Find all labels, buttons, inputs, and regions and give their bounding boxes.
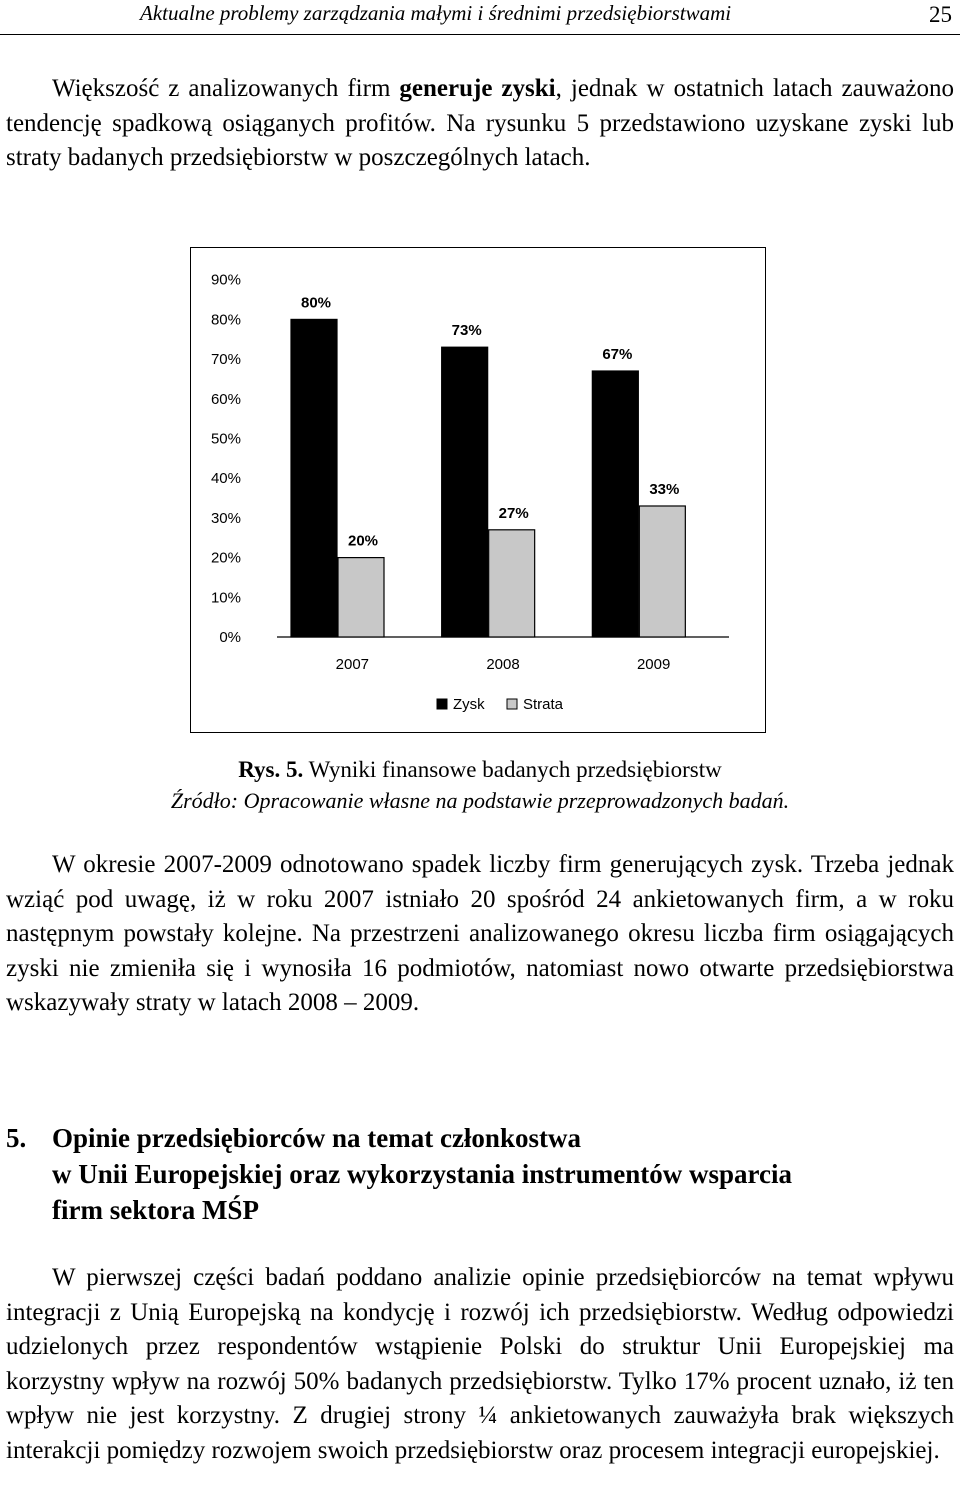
y-tick-label: 90% [210,271,241,289]
x-tick-label: 2008 [486,656,520,673]
legend-label-strata: Strata [523,696,564,713]
section-title-line-2: w Unii Europejskiej oraz wykorzystania instrumentów wsparcia [52,1159,792,1189]
bar-strata-2009 [639,506,685,637]
bar-zysk-2008 [442,347,488,637]
section-title [52,1120,952,1228]
bar-strata-2007 [338,558,384,637]
bar-zysk-2009 [592,371,638,637]
y-tick-label: 60% [210,390,241,408]
y-tick-label: 50% [210,430,241,448]
running-header-title: Aktualne problemy zarządzania małymi i średnimi przedsiębiorstwami [140,1,732,25]
y-tick-label: 10% [210,589,241,607]
data-label-zysk-2007: 80% [300,294,332,312]
intro-text-start: Większość z analizowanych firm [52,75,400,102]
y-tick-label: 40% [210,470,241,488]
figure-source: Źródło: Opracowanie własne na podstawie przeprowadzonych badań. [170,788,790,813]
data-label-strata-2007: 20% [347,532,379,550]
paragraph-2: W okresie 2007-2009 odnotowano spadek liczby firm generujących zysk. Trzeba jednak wziąć pod uwagę, iż w roku 2007 istniało 20 spośród 24 ankietowanych firm, a w roku następnym powstały kolejne. Na przestrzeni analizowanego okresu liczba firm osiągających zyski nie zmieniła się i wynosiła 16 podmiotów, natomiast nowo otwarte przedsiębiorstwa wskazywały straty w latach 2008 – 2009. [6,851,954,1016]
page-number: 25 [929,2,952,27]
x-tick-label: 2009 [636,656,671,673]
intro-paragraph [6,72,954,176]
y-tick-label: 80% [210,311,241,329]
data-label-zysk-2009: 67% [602,346,633,364]
running-header [0,0,960,35]
intro-bold-phrase: generuje zyski [399,75,556,102]
legend-swatch-strata [507,699,517,709]
chart-svg [191,248,767,734]
figure-caption-text: Wyniki finansowe badanych przedsiębiorstw [303,757,722,782]
figure-caption-label: Rys. 5. [238,757,304,782]
section-title-line-1: Opinie przedsiębiorców na temat członkostwa [52,1123,581,1153]
data-label-zysk-2008: 73% [451,322,482,340]
legend-label-zysk: Zysk [453,696,485,713]
legend-swatch-zysk [437,699,447,709]
bar-zysk-2007 [291,319,337,637]
paragraph-3: W pierwszej części badań poddano analizie opinie przedsiębiorców na temat wpływu integracji z Unią Europejską na kondycję i rozwój ich przedsiębiorstw. Według odpowiedzi udzielonych przez respondentów wstąpienie Polski do struktur Unii Europejskiej ma korzystny wpływ na rozwój 50% badanych przedsiębiorstw. Tylko 17% procent uznało, iż ten wpływ nie jest korzystny. Z drugiej strony ¼ ankietowanych zauważyła brak większych interakcji pomiędzy rozwojem swoich przedsiębiorstw oraz procesem integracji europejskiej. [6,1264,954,1464]
section-number: 5. [6,1123,27,1153]
y-tick-label: 20% [210,549,241,567]
data-label-strata-2009: 33% [649,480,680,498]
intro-text-end: , jednak w ostatnich latach zauważono tendencję spadkową osiąganych profitów. Na rysunku 5 przedstawiono uzyskane zyski lub straty badanych przedsiębiorstw w poszczególnych latach. [6,75,955,171]
section-title-line-3: firm sektora MŚP [52,1195,259,1225]
data-label-strata-2008: 27% [498,504,529,522]
y-tick-label: 30% [210,509,241,527]
bar-strata-2008 [489,530,535,637]
y-tick-label: 0% [219,629,241,646]
figure-chart [190,247,766,733]
y-tick-label: 70% [210,351,241,369]
figure-caption [0,757,960,783]
x-tick-label: 2007 [335,656,370,673]
